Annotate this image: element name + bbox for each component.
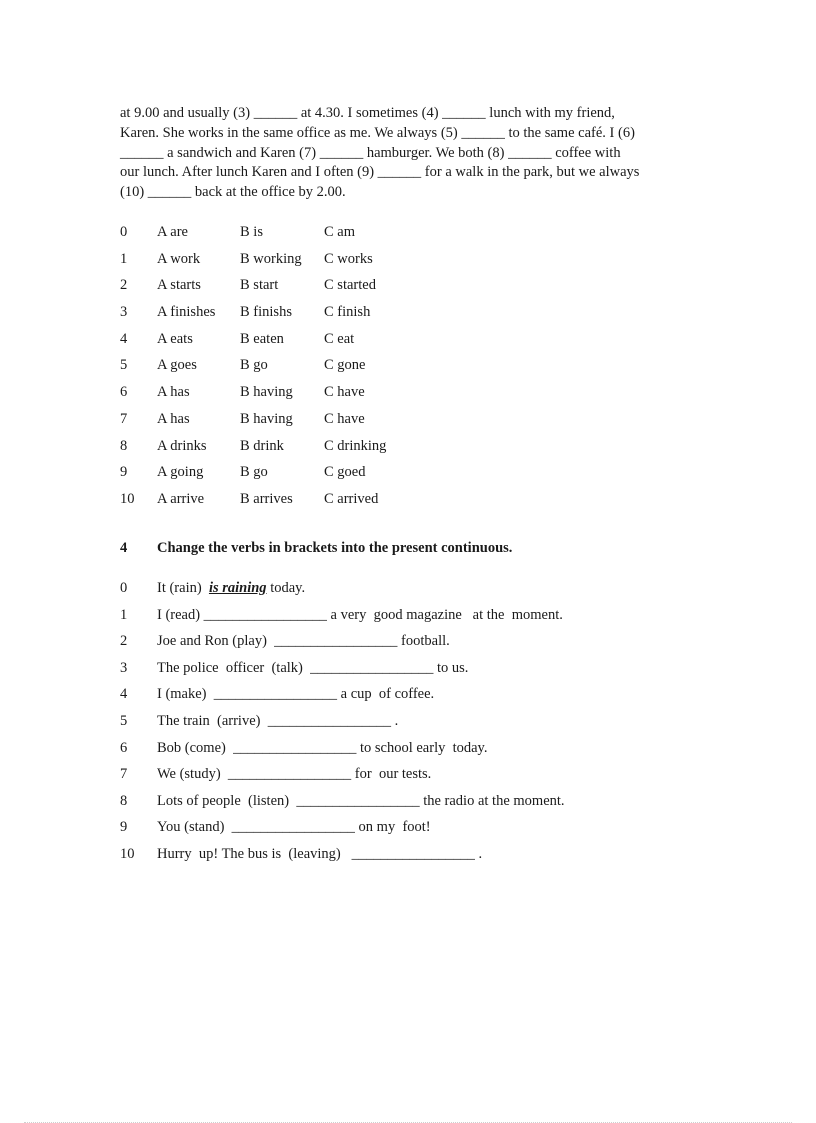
exercise-item (120, 683, 565, 710)
choice-number: 4 (120, 330, 128, 347)
exercise-number: 9 (120, 819, 128, 836)
option-a: A work (157, 250, 201, 267)
choice-row (120, 408, 414, 435)
choice-number: 5 (120, 357, 128, 374)
exercise-number: 5 (120, 712, 128, 729)
option-b: B go (240, 357, 268, 374)
passage-line: ______ a sandwich and Karen (7) ______ hamburger. We both (8) ______ coffee with (120, 144, 621, 161)
passage-line: at 9.00 and usually (3) ______ at 4.30. I sometimes (4) ______ lunch with my friend, (120, 105, 615, 121)
exercise-text: I (make) _________________ a cup of coffee. (157, 686, 435, 703)
exercise-number: 4 (120, 686, 128, 703)
option-a: A arrive (157, 490, 205, 507)
exercise-text: The police officer (talk) _________________ to us. (157, 659, 469, 676)
exercise-number: 3 (120, 659, 128, 676)
passage-line: Karen. She works in the same office as me. We always (5) ______ to the same café. I (6) (120, 124, 635, 141)
option-c: C arrived (324, 490, 379, 507)
option-a: A are (157, 224, 188, 240)
example-answer: is raining (208, 580, 267, 596)
exercise-text: I (read) _________________ a very good magazine at the moment. (157, 606, 563, 623)
option-b: B eaten (240, 330, 284, 347)
exercise-text: You (stand) _________________ on my foot! (157, 819, 431, 836)
choice-row (120, 435, 414, 462)
choice-number: 10 (120, 490, 135, 507)
option-c: C drinking (324, 437, 387, 454)
option-c: C goed (324, 464, 366, 481)
example-suffix: today. (266, 580, 306, 596)
exercise-item (120, 790, 565, 817)
exercise-item (120, 604, 565, 631)
choice-row (120, 221, 414, 248)
exercise-number: 1 (120, 606, 128, 623)
choice-row (120, 461, 414, 488)
choice-number: 8 (120, 437, 128, 454)
exercise-items (120, 604, 565, 870)
section-number: 4 (120, 540, 128, 556)
exercise-text: Bob (come) _________________ to school early today. (157, 739, 488, 756)
cloze-passage (120, 104, 700, 203)
option-a: A has (157, 410, 190, 427)
choice-row (120, 354, 414, 381)
exercise-item (120, 843, 565, 870)
option-c: C gone (324, 357, 366, 374)
exercise-item (120, 657, 565, 684)
section-heading (120, 540, 512, 557)
option-c: C have (324, 384, 365, 401)
exercise-number: 6 (120, 739, 128, 756)
example-prefix: It (rain) (157, 580, 209, 596)
option-a: A has (157, 384, 190, 401)
option-b: B arrives (240, 490, 293, 507)
exercise-item (120, 816, 565, 843)
choice-number: 1 (120, 250, 128, 267)
exercise-number: 2 (120, 633, 128, 650)
option-c: C eat (324, 330, 355, 347)
option-c: C works (324, 250, 373, 267)
exercise-text: The train (arrive) _________________ . (157, 712, 399, 729)
exercise-number: 8 (120, 792, 128, 809)
choice-number: 2 (120, 277, 128, 294)
choice-number: 9 (120, 464, 128, 481)
option-b: B is (240, 224, 263, 240)
passage-line: our lunch. After lunch Karen and I often (9) ______ for a walk in the park, but we always (120, 164, 640, 181)
exercise-text: Hurry up! The bus is (leaving) _________________ . (157, 845, 483, 862)
option-b: B working (240, 250, 302, 267)
choice-number: 6 (120, 384, 128, 401)
multiple-choice-table (120, 221, 414, 515)
choice-row (120, 381, 414, 408)
option-a: A going (157, 464, 204, 481)
choice-row (120, 488, 414, 515)
choice-row (120, 248, 414, 275)
option-b: B having (240, 410, 293, 427)
choice-number: 7 (120, 410, 128, 427)
choice-row (120, 328, 414, 355)
option-c: C am (324, 224, 356, 240)
exercise-text: Lots of people (listen) _________________ the radio at the moment. (157, 792, 565, 809)
passage-line: (10) ______ back at the office by 2.00. (120, 184, 346, 201)
exercise-item (120, 630, 565, 657)
option-b: B drink (240, 437, 284, 454)
exercise-item (120, 737, 565, 764)
exercise-text: Joe and Ron (play) _________________ football. (157, 633, 450, 650)
option-b: B finishs (240, 304, 292, 321)
exercise-item (120, 763, 565, 790)
choice-row (120, 274, 414, 301)
option-b: B having (240, 384, 293, 401)
option-b: B go (240, 464, 268, 481)
option-c: C have (324, 410, 365, 427)
option-a: A eats (157, 330, 193, 347)
exercise-list (120, 577, 565, 870)
option-c: C started (324, 277, 376, 294)
exercise-text (157, 577, 305, 604)
section-title: Change the verbs in brackets into the present continuous. (157, 540, 513, 556)
option-a: A goes (157, 357, 197, 374)
option-b: B start (240, 277, 279, 294)
exercise-item (120, 710, 565, 737)
exercise-text: We (study) _________________ for our tests. (157, 766, 432, 783)
exercise-number: 7 (120, 766, 128, 783)
option-a: A drinks (157, 437, 207, 454)
choice-number: 3 (120, 304, 128, 321)
exercise-number: 10 (120, 845, 135, 862)
choice-row (120, 301, 414, 328)
exercise-example (120, 577, 565, 604)
choice-number: 0 (120, 224, 128, 240)
option-a: A starts (157, 277, 201, 294)
option-a: A finishes (157, 304, 216, 321)
option-c: C finish (324, 304, 371, 321)
exercise-number: 0 (120, 580, 128, 596)
